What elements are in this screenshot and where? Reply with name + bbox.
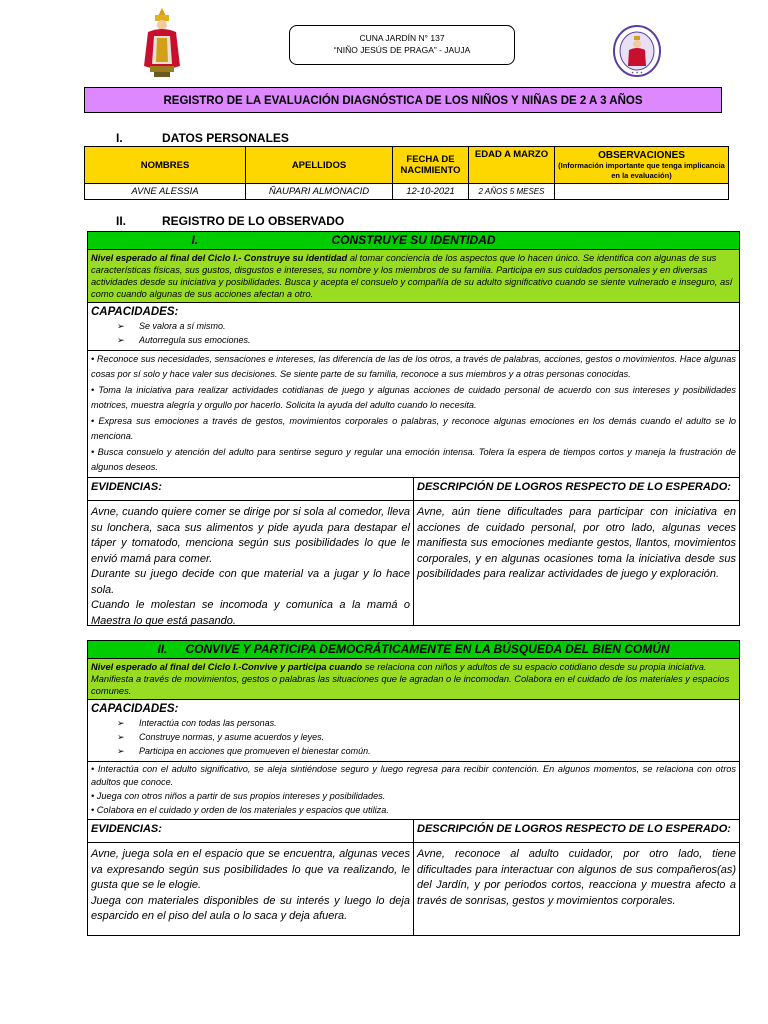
competency-2-title: CONVIVE Y PARTICIPA DEMOCRÁTICAMENTE EN LA BÚSQUEDA DEL BIEN COMÚN [185,642,670,656]
capacidad-text: Autorregula sus emociones. [139,335,251,345]
competency-2-number: II. [157,642,168,656]
indicador-item [91,804,736,817]
competency-2-table-head [88,820,739,843]
indicador-item [91,445,736,475]
evidencias-2-cell [88,843,414,935]
indicador-item [91,414,736,444]
competency-1-title: CONSTRUYE SU IDENTIDAD [331,233,496,247]
section-1-title: DATOS PERSONALES [162,131,289,145]
evidencia-text: Avne, cuando quiere comer se dirige por si sola al comedor, lleva su lonchera, saca sus alimentos y pide ayuda para destapar el táper y tomatodo, menciona según sus posibilidades lo que le envió mamá para comer. [91,506,410,565]
value-observaciones [555,184,729,200]
evidencia-text: Durante su juego decide con que material va a jugar y lo hace sola. [91,568,410,596]
value-nombres: AVNE ALESSIA [85,184,246,200]
competency-1-table-body [88,501,739,625]
evidencias-1-cell [88,501,414,625]
competency-1-header [88,232,739,250]
personal-data-table [84,146,729,200]
bullet-icon: • [91,764,98,774]
descripcion-2-heading: DESCRIPCIÓN DE LOGROS RESPECTO DE LO ESPERADO: [417,823,731,835]
indicador-text: Juega con otros niños a partir de sus propios intereses y posibilidades. [96,791,386,801]
descripcion-1-heading: DESCRIPCIÓN DE LOGROS RESPECTO DE LO ESPERADO: [417,481,731,493]
competency-1-number: I. [191,233,199,247]
competency-1-capacidades [88,303,739,351]
indicador-item [91,383,736,413]
svg-text:✦ ✦ ✦: ✦ ✦ ✦ [630,70,644,75]
section-1-number: I. [116,131,123,145]
competency-2-block [87,640,740,936]
nivel-1-lead: Nivel esperado al final del Ciclo I.- Construye su identidad [91,253,348,263]
capacidad-text: Se valora a sí mismo. [139,321,226,331]
descripcion-1-cell: Avne, aún tiene dificultades para participar con iniciativa en acciones de cuidado personal, por otro lado, algunas veces manifiesta sus emociones mediante gestos, llantos, movimientos corporales, y en algunas ocasiones toma la iniciativa desde sus posibilidades para realizar actividades de juego y exploración. [417,506,736,580]
arrow-bullet-icon: ➢ [117,746,125,756]
school-line-2: “NIÑO JESÚS DE PRAGA” - JAUJA [333,45,471,55]
competency-1-table-head [88,478,739,501]
competency-1-indicadores [88,351,739,478]
arrow-bullet-icon: ➢ [117,321,125,331]
infant-jesus-logo [140,8,184,78]
header-apellidos: APELLIDOS [246,147,393,184]
bullet-icon: • [91,805,97,815]
arrow-bullet-icon: ➢ [117,335,125,345]
capacidad-item [91,744,736,758]
indicador-text: Toma la iniciativa para realizar actividades cotidianas de juego y algunas acciones de cuidado personal de acuerdo con sus intereses y posibilidades motrices, muestra alegría y orgullo por hacerlo. Solicita la ayuda del adulto cuando lo necesita. [91,385,736,410]
section-2-title: REGISTRO DE LO OBSERVADO [162,214,345,228]
nivel-2-text: se relaciona con niños y adultos de su espacio cotidiano desde su propia iniciativa. Manifiesta a través de movimientos, gestos o palabras las situaciones que le agradan o le incomodan. Colabora en el cuidado de los materiales y espacios comunes. [91,662,730,696]
value-fecha: 12-10-2021 [393,184,469,200]
header-edad: EDAD A MARZO [469,147,555,184]
indicador-text: Colabora en el cuidado y orden de los materiales y espacios que utiliza. [96,805,389,815]
indicador-text: Expresa sus emociones a través de gestos, movimientos corporales o palabras, y reconoce algunas emociones en los demás cuando el adulto se lo menciona. [91,416,736,441]
arrow-bullet-icon: ➢ [117,718,125,728]
document-title: REGISTRO DE LA EVALUACIÓN DIAGNÓSTICA DE LOS NIÑOS Y NIÑAS DE 2 A 3 AÑOS [84,87,722,113]
indicador-item [91,790,736,803]
school-line-1: CUNA JARDÍN N° 137 [359,33,445,43]
competency-2-nivel [88,659,739,700]
capacidad-text: Participa en acciones que promueven el bienestar común. [139,746,371,756]
value-edad: 2 AÑOS 5 MESES [469,184,555,200]
indicador-text: Busca consuelo y atención del adulto para sentirse seguro y regular una emoción intensa. Tolera la espera de tiempos cortos y maneja la frustración de algunos deseos. [91,447,736,472]
header-fecha: FECHA DE NACIMIENTO [393,147,469,184]
bullet-icon: • [91,791,97,801]
indicador-item [91,763,736,789]
capacidad-item [91,716,736,730]
descripcion-2-cell: Avne, reconoce al adulto cuidador, por otro lado, tiene dificultades para interactuar con algunos de sus compañeros(as) del Jardín, y por periodos cortos, reacciona y muestra afecto a través de sonrisas, gestos y movimientos corporales. [417,848,736,907]
capacidad-item [91,333,736,347]
evidencia-text: Avne, juega sola en el espacio que se encuentra, algunas veces va expresando según sus posibilidades lo que va realizando, le gusta que se le elogie. [91,848,410,891]
capacidad-item [91,319,736,333]
nivel-1-text: al tomar conciencia de los aspectos que lo hacen único. Se identifica con algunas de sus características físicas, sus gustos, disgustos e intereses, su nombre y los miembros de su familia. Participa en sus cuidados personales y en diversas actividades desde su iniciativa y posibilidades. Busca y acepta el consuelo y compañía de su adulto significativo cuando se siente vulnerado e inseguro, así como cuando algunas de sus acciones afectan a otro. [91,253,733,299]
bullet-icon: • [91,447,98,457]
competency-2-table-body [88,843,739,935]
capacidad-text: Construye normas, y asume acuerdos y leyes. [139,732,325,742]
evidencia-text: Juega con materiales disponibles de su interés y luego lo deja esparcido en el piso del aula o lo saca y deja afuera. [91,894,410,922]
competency-2-indicadores [88,762,739,820]
bullet-icon: • [91,416,99,426]
evidencias-2-heading: EVIDENCIAS: [88,820,414,842]
section-2-number: II. [116,214,127,228]
competency-1-nivel [88,250,739,303]
header-observaciones [555,147,729,184]
capacidades-1-title: CAPACIDADES: [91,306,179,318]
bullet-icon: • [91,385,99,395]
capacidades-2-title: CAPACIDADES: [91,703,179,715]
competency-1-block [87,231,740,626]
arrow-bullet-icon: ➢ [117,732,125,742]
capacidad-item [91,730,736,744]
school-name-box [289,25,515,65]
indicador-text: Interactúa con el adulto significativo, se aleja sintiéndose seguro y luego regresa para recibir contención. En algunos momentos, se relaciona con otros adultos que conoce. [91,764,736,787]
indicador-item [91,352,736,382]
value-apellidos: ÑAUPARI ALMONACID [246,184,393,200]
evidencias-1-heading: EVIDENCIAS: [88,478,414,500]
capacidad-text: Interactúa con todas las personas. [139,718,277,728]
bullet-icon: • [91,354,97,364]
evidencia-text: Cuando le molestan se incomoda y comunica a la mamá o Maestra lo que está pasando. [91,599,410,627]
competency-2-capacidades [88,700,739,762]
school-seal-logo [612,24,662,78]
nivel-2-lead: Nivel esperado al final del Ciclo I.-Convive y participa cuando [91,662,363,672]
header-nombres: NOMBRES [85,147,246,184]
competency-2-header [88,641,739,659]
observaciones-label: OBSERVACIONES [598,149,685,161]
observaciones-note: (Información importante que tenga implicancia en la evaluación) [558,160,725,180]
indicador-text: Reconoce sus necesidades, sensaciones e intereses, las diferencia de las de los otros, a través de palabras, acciones, gestos o movimientos. Hace algunas cosas por sí solo y hace valer sus decisiones. Se siente parte de su familia, reconoce a sus miembros y a otras personas conocidas. [91,354,736,379]
